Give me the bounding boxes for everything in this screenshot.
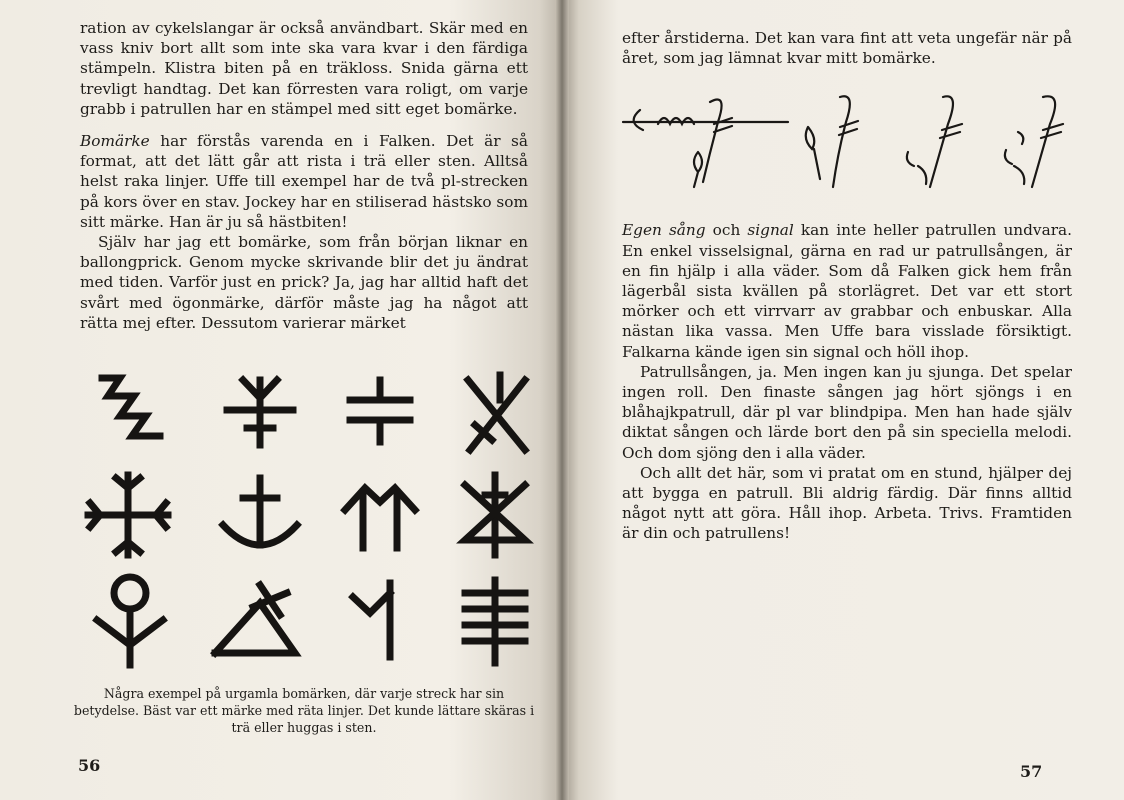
italic-term: Bomärke: [80, 132, 150, 151]
house-mark-arch-arrow: [345, 488, 415, 548]
text-segment: och: [705, 221, 748, 240]
text-segment: Patrullsången, ja. Men ingen kan ju sjunga. Det spelar ingen roll. Den finaste sången jag hört sjöngs i en blåhajkpatrull, där pl var blindpipa. Men han hade själv diktat sången och lärde bort den på sin speciella melodi. Och dom sjöng den i alla väder.: [622, 362, 1072, 462]
signature-sketch-4: [1005, 96, 1063, 187]
house-mark-anchor: [223, 478, 297, 545]
right-paragraph-3: [622, 362, 1072, 463]
house-mark-zigzag: [102, 378, 160, 436]
page-number-right: 57: [1020, 762, 1043, 781]
right-paragraph-4: [622, 463, 1072, 544]
text-segment: efter årstiderna. Det kan vara fint att veta ungefär när på året, som jag lämnat kvar mitt bomärke.: [622, 29, 1072, 68]
right-paragraph-1: [622, 28, 1072, 68]
text-segment: har förstås varenda en i Falken. Det är så format, att det lätt går att rista i trä eller sten. Alltså helst raka linjer. Uffe till exempel har de två pl-strecken på kors över en stav. Jockey har en stiliserad hästsko som sitt märke. Han är ju så hästbiten!: [80, 132, 528, 231]
text-segment: ration av cykelslangar är också användbart. Skär med en vass kniv bort allt som inte ska vara kvar i den färdiga stämpeln. Klistra biten på en träkloss. Snida gärna ett trevligt handtag. Det kan förresten vara roligt, om varje grabb i patrullen har en stämpel med sitt eget bomärke.: [80, 19, 528, 118]
italic-term: signal: [747, 221, 794, 240]
house-mark-crossed-staff: [468, 375, 525, 450]
house-marks-illustration: [70, 365, 540, 685]
left-paragraph-2: [80, 131, 528, 232]
signature-sketch-1: [623, 100, 788, 188]
house-mark-bracket-cross: [88, 475, 168, 555]
right-paragraph-2: [622, 220, 1072, 361]
signature-sketch-3: [907, 96, 962, 187]
left-paragraph-3: [80, 232, 528, 333]
signature-sketch-2: [806, 96, 858, 187]
text-segment: kan inte heller patrullen undvara. En enkel visselsignal, gärna en rad ur patrullsången, är en fin hjälp i alla väder. Som då Falken gick hem från lägerbål sista kvällen på storlägret. Det var ett stort mörker och ett virrvarr av grabbar och enbuskar. Alla nästan lika vassa. Men Uffe bara visslade försiktigt. Falkarna kände igen sin signal och höll ihop.: [622, 221, 1072, 361]
house-mark-trident-cross: [227, 380, 293, 445]
house-mark-hourglass-staff: [465, 475, 525, 555]
text-segment: Och allt det här, som vi pratat om en stund, hjälper dej att bygga en patrull. Bli aldrig färdig. Där finns alltid något nytt att göra. Håll ihop. Arbeta. Trivs. Framtiden är din och patrullens!: [622, 463, 1072, 543]
book-gutter: [555, 0, 569, 800]
signature-evolution-illustration: [618, 92, 1078, 202]
illustration-caption: Några exempel på urgamla bomärken, där varje streck har sin betydelse. Bäst var ett märke med räta linjer. Det kunde lättare skäras i trä eller huggas i sten.: [73, 686, 535, 735]
house-mark-circle-fork: [97, 577, 163, 665]
text-segment: Själv har jag ett bomärke, som från början liknar en ballongprick. Genom mycke skrivande blir det ju ändrat med tiden. Varför just en prick? Ja, jag har alltid haft det svårt med ögonmärke, därför måste jag ha något att rätta mej efter. Dessutom varierar märket: [80, 233, 528, 332]
left-paragraph-1: [80, 18, 528, 119]
house-mark-double-cross: [350, 380, 410, 442]
page-number-left: 56: [78, 756, 101, 775]
italic-term: Egen sång: [622, 221, 706, 240]
house-mark-bent-staff: [353, 583, 390, 657]
left-page-text: [80, 18, 528, 333]
house-mark-ladder-staff: [465, 580, 525, 663]
house-mark-triangle-cross: [215, 585, 295, 653]
